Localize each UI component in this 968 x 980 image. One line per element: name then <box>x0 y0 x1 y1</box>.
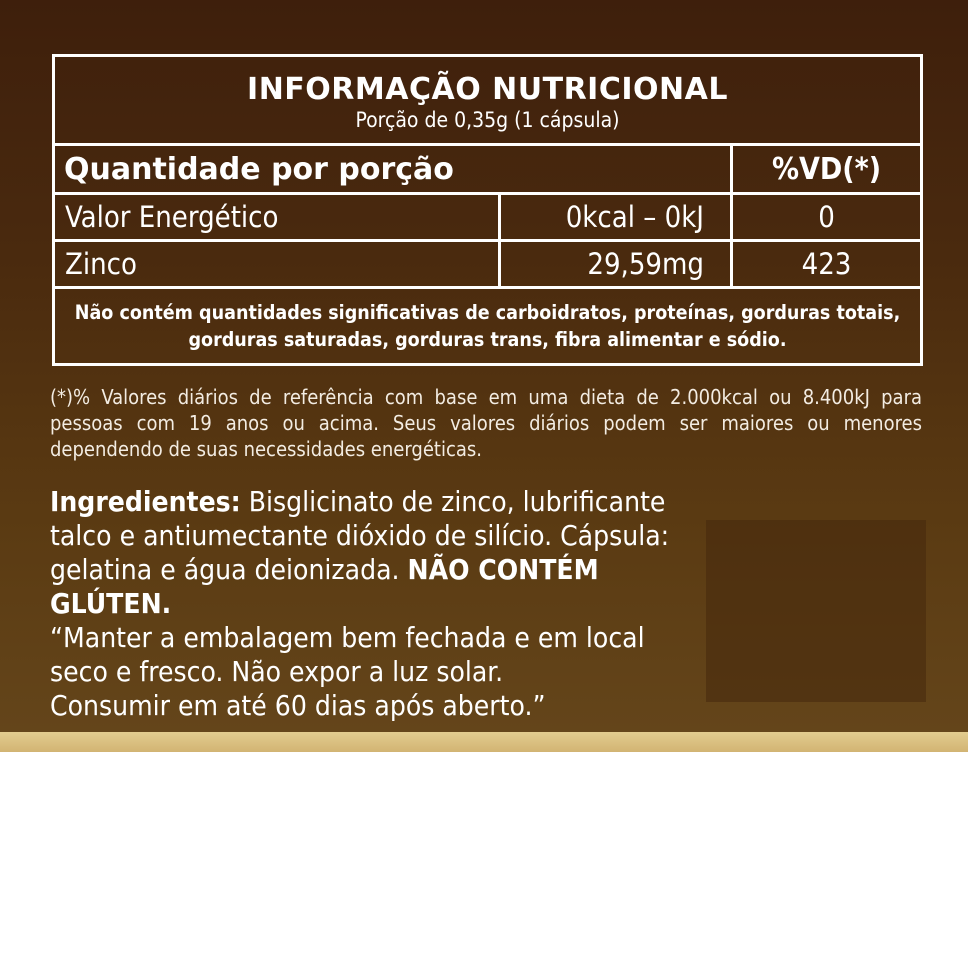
ingredients-label: Ingredientes: <box>50 485 241 518</box>
daily-values-footnote: (*)% Valores diários de referência com base em uma dieta de 2.000kcal ou 8.400kJ para pessoas com 19 anos ou acima. Seus valores diários podem ser maiores ou menores dependendo de suas necessidades energéticas. <box>50 385 922 461</box>
table-title: INFORMAÇÃO NUTRICIONAL <box>247 72 728 107</box>
serving-size: Porção de 0,35g (1 cápsula) <box>355 108 620 132</box>
ingredients-block <box>50 485 700 723</box>
nutrient-amount: 29,59mg <box>500 241 732 288</box>
quantity-header: Quantidade por porção <box>54 145 732 194</box>
dark-box <box>706 520 926 702</box>
storage-line: Consumir em até 60 dias após aberto.” <box>50 689 546 722</box>
nutrient-name: Zinco <box>54 241 500 288</box>
ingredients-paragraph <box>50 485 700 621</box>
nutrition-table <box>52 54 923 366</box>
nutrient-amount: 0kcal – 0kJ <box>500 194 732 241</box>
table-row <box>54 194 922 241</box>
nutrient-dv: 423 <box>732 241 922 288</box>
storage-line: seco e fresco. Não expor a luz solar. <box>50 655 504 688</box>
not-significant-note: Não contém quantidades significativas de carboidratos, proteínas, gorduras totais, gorduras saturadas, gorduras trans, fibra alimentar e sódio. <box>54 288 922 365</box>
storage-line: “Manter a embalagem bem fechada e em local <box>50 621 645 654</box>
nutrient-name: Valor Energético <box>54 194 500 241</box>
nutrient-dv: 0 <box>732 194 922 241</box>
gold-band <box>0 732 968 752</box>
gluten-warning: NÃO CONTÉM GLÚTEN. <box>50 553 599 620</box>
daily-value-header: %VD(*) <box>732 145 922 194</box>
table-row <box>54 241 922 288</box>
ingredients-text: Bisglicinato de zinco, lubrificante talco e antiumectante dióxido de silício. Cápsula: gelatina e água deionizada. <box>50 485 670 586</box>
table-title-cell <box>54 56 922 145</box>
